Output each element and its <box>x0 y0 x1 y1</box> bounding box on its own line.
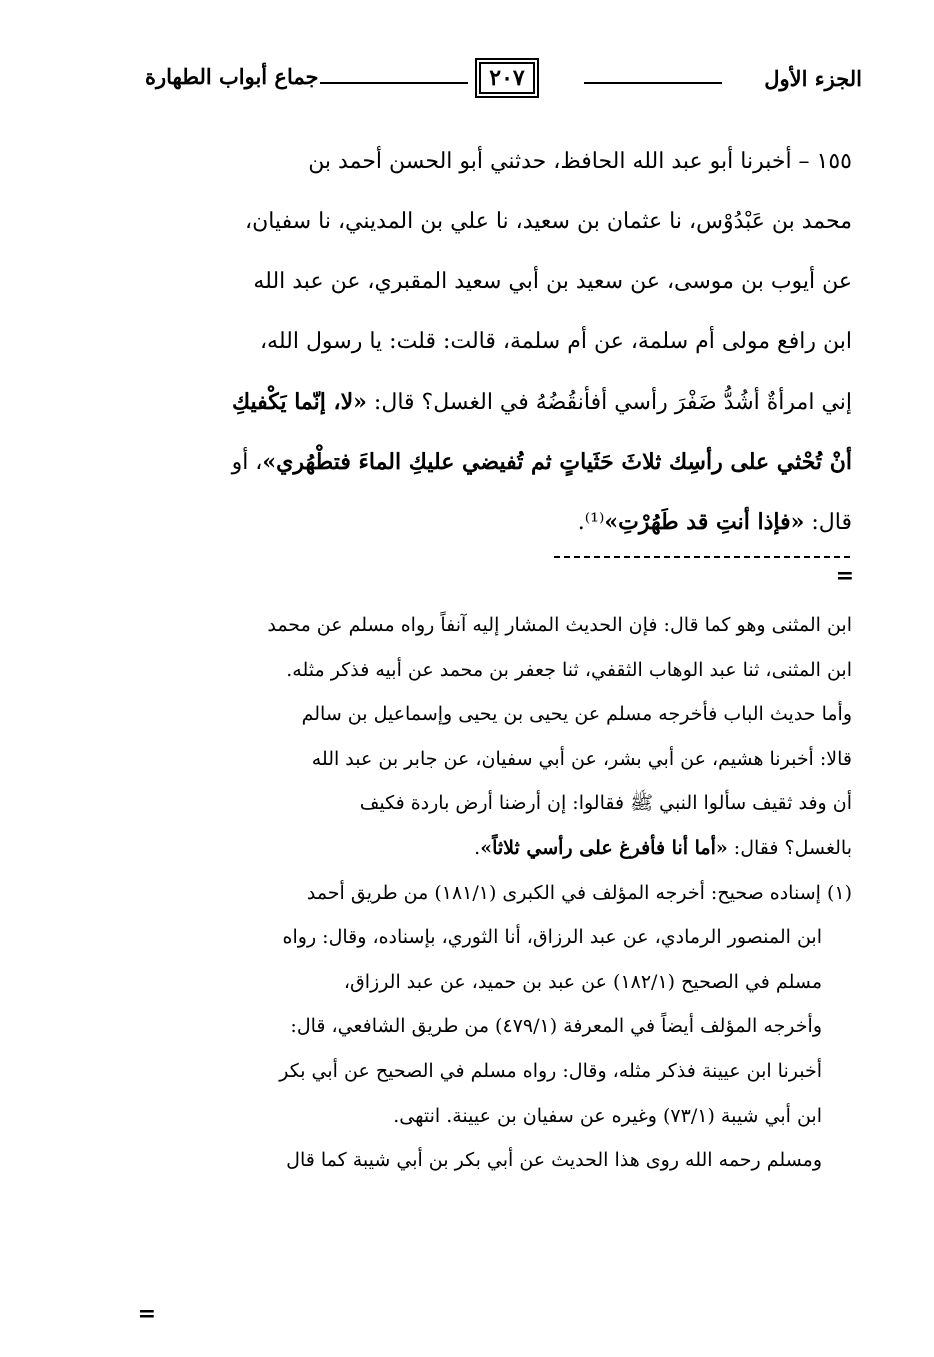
hadith-line: إني امرأةٌ أشُدُّ ضَفْرَ رأسي أفأنقُضُهُ في الغسل؟ قال: «لا، إنّما يَكْفيكِ <box>231 389 852 415</box>
footnote-line: قالا: أخبرنا هشيم، عن أبي بشر، عن أبي سفيان، عن جابر بن عبد الله <box>311 747 852 770</box>
footnote-line: ابن المثنى وهو كما قال: فإن الحديث المشار إليه آنفاً رواه مسلم عن محمد <box>267 614 852 636</box>
footnote-line: أن وفد ثقيف سألوا النبي ﷺ فقالوا: إن أرضنا أرض باردة فكيف <box>359 792 852 815</box>
page-number: ٢٠٧ <box>475 58 539 98</box>
volume-title: الجزء الأول <box>764 66 862 91</box>
footnote-line: ابن المثنى، ثنا عبد الوهاب الثقفي، ثنا جعفر بن محمد عن أبيه فذكر مثله. <box>286 658 852 681</box>
header-rule-right <box>584 82 722 84</box>
continuation-mark-bottom: = <box>137 1301 156 1327</box>
continuation-mark-top: = <box>835 563 854 589</box>
prophetic-quote: «أما أنا فأفرغ على رأسي ثلاثاً» <box>480 836 728 859</box>
footnote-line: وأخرجه المؤلف أيضاً في المعرفة (٤٧٩/١) من طريق الشافعي، قال: <box>290 1015 822 1038</box>
page-header <box>145 58 862 102</box>
footnote-line: بالغسل؟ فقال: «أما أنا فأفرغ على رأسي ثلاثاً». <box>474 836 852 859</box>
footnote-line: ابن أبي شيبة (٧٣/١) وغيره عن سفيان بن عيينة. انتهى. <box>393 1104 822 1127</box>
prophetic-quote: «فإذا أنتِ قد طَهُرْتِ» <box>604 509 805 535</box>
footnote-separator <box>554 556 850 558</box>
footnote-line: ومسلم رحمه الله روى هذا الحديث عن أبي بكر بن أبي شيبة كما قال <box>286 1149 822 1172</box>
footnote-line: ابن المنصور الرمادي، عن عبد الرزاق، أنا الثوري، بإسناده، وقال: رواه <box>282 926 822 949</box>
hadith-line: عن أيوب بن موسى، عن سعيد بن أبي سعيد المقبري، عن عبد الله <box>253 269 852 294</box>
footnote-ref: ⁽¹⁾. <box>577 510 605 535</box>
footnote-line: أخبرنا ابن عيينة فذكر مثله، وقال: رواه مسلم في الصحيح عن أبي بكر <box>279 1059 822 1082</box>
hadith-line: محمد بن عَبْدُوْس، نا عثمان بن سعيد، نا علي بن المديني، نا سفيان، <box>244 209 852 234</box>
hadith-line: أنْ تُحْثي على رأسِك ثلاثَ حَثَياتٍ ثم تُفيضي عليكِ الماءَ فتطْهُري»، أو <box>231 449 852 475</box>
footnote-line: مسلم في الصحيح (١٨٢/١) عن عبد بن حميد، عن عبد الرزاق، <box>343 970 822 993</box>
chapter-title: جماع أبواب الطهارة <box>145 64 319 89</box>
header-rule-left <box>320 82 468 84</box>
hadith-line: ١٥٥ – أخبرنا أبو عبد الله الحافظ، حدثني أبو الحسن أحمد بن <box>308 149 852 174</box>
hadith-line: ابن رافع مولى أم سلمة، عن أم سلمة، قالت: قلت: يا رسول الله، <box>259 329 852 354</box>
footnote-line: (١) إسناده صحيح: أخرجه المؤلف في الكبرى (١٨١/١) من طريق أحمد <box>306 881 852 904</box>
hadith-text <box>136 132 852 552</box>
footnotes <box>136 603 852 1183</box>
prophetic-quote: أنْ تُحْثي على رأسِك ثلاثَ حَثَياتٍ ثم تُفيضي عليكِ الماءَ فتطْهُري» <box>262 449 852 475</box>
hadith-line: قال: «فإذا أنتِ قد طَهُرْتِ»⁽¹⁾. <box>577 509 852 535</box>
prophetic-quote: «لا، إنّما يَكْفيكِ <box>231 389 367 415</box>
footnote-line: وأما حديث الباب فأخرجه مسلم عن يحيى بن يحيى وإسماعيل بن سالم <box>301 703 852 726</box>
